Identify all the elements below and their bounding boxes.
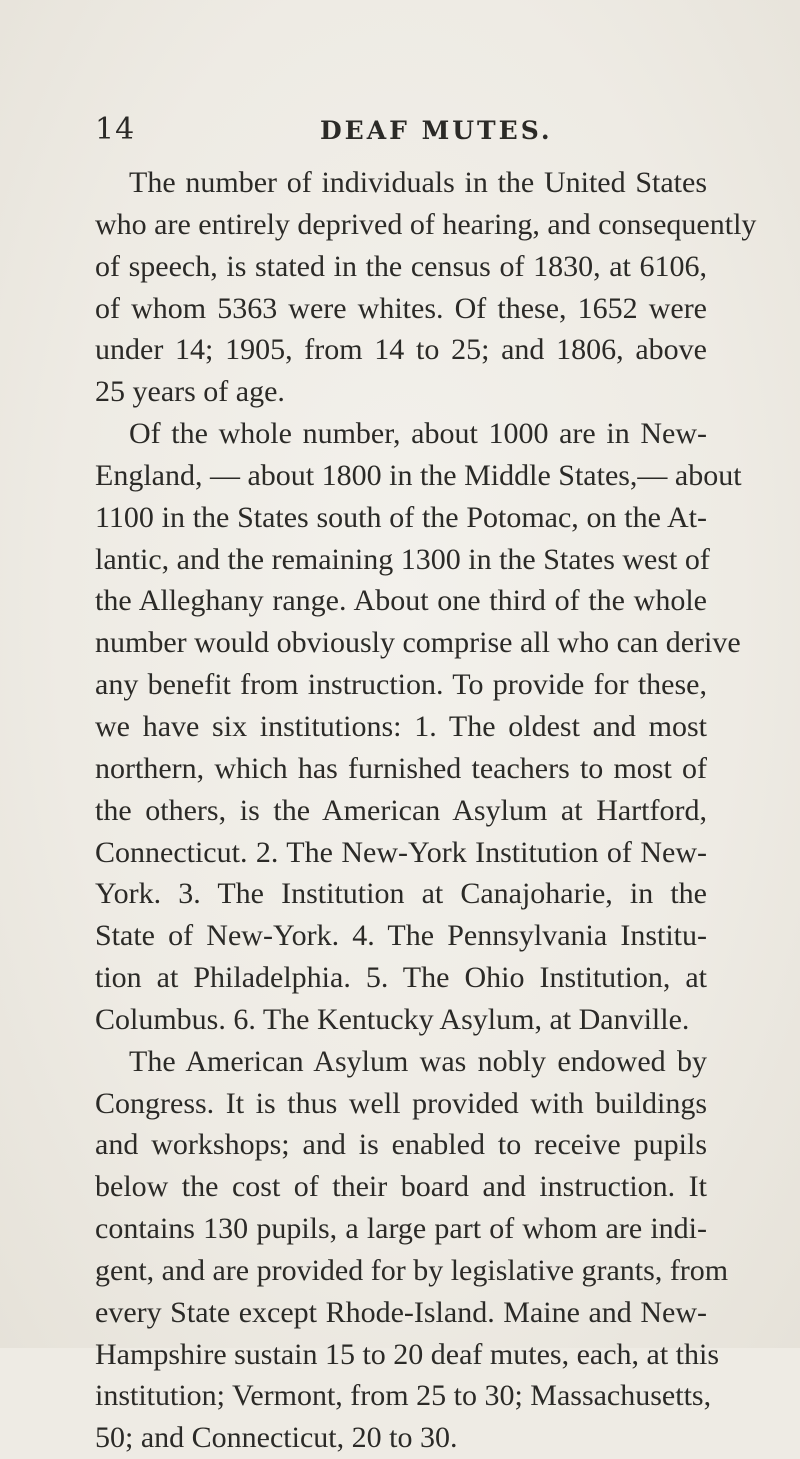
text-line: contains 130 pupils, a large part of whom are indi- — [95, 1212, 707, 1246]
text-line: any benefit from instruction. To provide for these, — [95, 668, 707, 702]
text-line: England, — about 1800 in the Middle States,— about — [95, 458, 742, 492]
text-line: Hampshire sustain 15 to 20 deaf mutes, each, at this — [95, 1337, 720, 1371]
text-line: 25 years of age. — [95, 375, 285, 409]
running-head: DEAF MUTES. — [320, 116, 553, 145]
text-line: number would obviously comprise all who can derive — [95, 626, 741, 660]
text-line: of speech, is stated in the census of 1830, at 6106, — [95, 249, 707, 283]
text-line: and workshops; and is enabled to receive pupils — [95, 1128, 707, 1162]
text-line: The American Asylum was nobly endowed by — [129, 1044, 707, 1078]
text-line: of whom 5363 were whites. Of these, 1652 were — [95, 291, 707, 325]
text-line: Columbus. 6. The Kentucky Asylum, at Danville. — [95, 1002, 690, 1036]
text-line: institution; Vermont, from 25 to 30; Massachusetts, — [95, 1379, 712, 1413]
text-line: Congress. It is thus well provided with buildings — [95, 1086, 707, 1120]
page-header — [95, 112, 715, 148]
text-line: Of the whole number, about 1000 are in New- — [129, 417, 707, 451]
text-line: every State except Rhode-Island. Maine and New- — [95, 1295, 707, 1329]
text-line: lantic, and the remaining 1300 in the States west of — [95, 542, 710, 576]
page-number: 14 — [95, 112, 136, 147]
text-line: State of New-York. 4. The Pennsylvania Institu- — [95, 919, 707, 953]
text-line: 50; and Connecticut, 20 to 30. — [95, 1421, 458, 1455]
text-line: northern, which has furnished teachers to most of — [95, 751, 707, 785]
text-line: gent, and are provided for by legislative grants, from — [95, 1253, 729, 1287]
text-line: we have six institutions: 1. The oldest and most — [95, 709, 707, 743]
text-line: under 14; 1905, from 14 to 25; and 1806, above — [95, 333, 707, 367]
body-text — [95, 162, 757, 1459]
text-line: The number of individuals in the United States — [129, 166, 707, 199]
text-line: the others, is the American Asylum at Hartford, — [95, 793, 707, 827]
text-line: who are entirely deprived of hearing, and consequently — [95, 207, 757, 241]
text-line: York. 3. The Institution at Canajoharie, in the — [95, 877, 707, 911]
text-line: 1100 in the States south of the Potomac, on the At- — [95, 500, 707, 534]
text-line: tion at Philadelphia. 5. The Ohio Institution, at — [95, 961, 707, 995]
text-line: the Alleghany range. About one third of the whole — [95, 584, 707, 618]
text-line: Connecticut. 2. The New-York Institution of New- — [95, 835, 707, 869]
text-line: below the cost of their board and instruction. It — [95, 1170, 707, 1204]
